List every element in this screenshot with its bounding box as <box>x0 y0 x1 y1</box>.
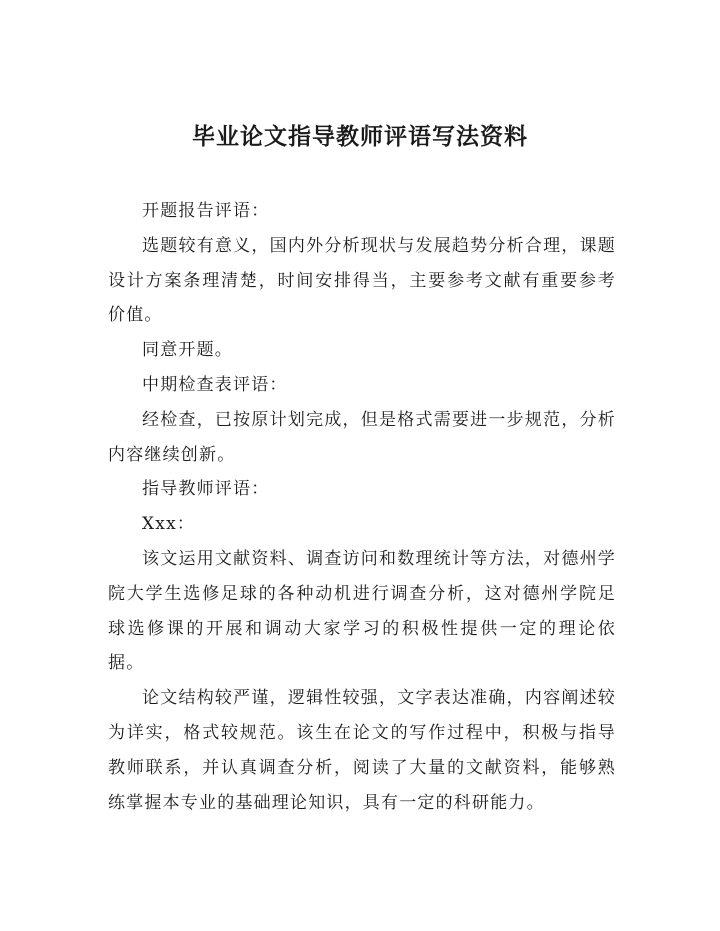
document-title: 毕业论文指导教师评语写法资料 <box>192 124 528 150</box>
section-heading-midterm: 中期检查表评语： <box>142 374 288 395</box>
advisor-salutation: Xxx： <box>142 514 196 535</box>
document-body <box>108 194 616 820</box>
proposal-approval: 同意开题。 <box>142 340 233 361</box>
midterm-comment: 经检查，已按原计划完成，但是格式需要进一步规范，分析内容继续创新。 <box>108 409 616 465</box>
advisor-comment-1: 该文运用文献资料、调查访问和数理统计等方法，对德州学院大学生选修足球的各种动机进行调查分析，这对德州学院足球选修课的开展和调动大家学习的积极性提供一定的理论依据。 <box>108 548 616 674</box>
advisor-comment-2: 论文结构较严谨，逻辑性较强，文字表达准确，内容阐述较为详实，格式较规范。该生在论文的写作过程中，积极与指导教师联系，并认真调查分析，阅读了大量的文献资料，能够熟练掌握本专业的基础理论知识，具有一定的科研能力。 <box>108 688 616 813</box>
section-heading-advisor: 指导教师评语： <box>142 479 270 500</box>
proposal-comment: 选题较有意义，国内外分析现状与发展趋势分析合理，课题设计方案条理清楚，时间安排得当，主要参考文献有重要参考价值。 <box>108 235 616 326</box>
section-heading-proposal: 开题报告评语： <box>142 201 270 221</box>
